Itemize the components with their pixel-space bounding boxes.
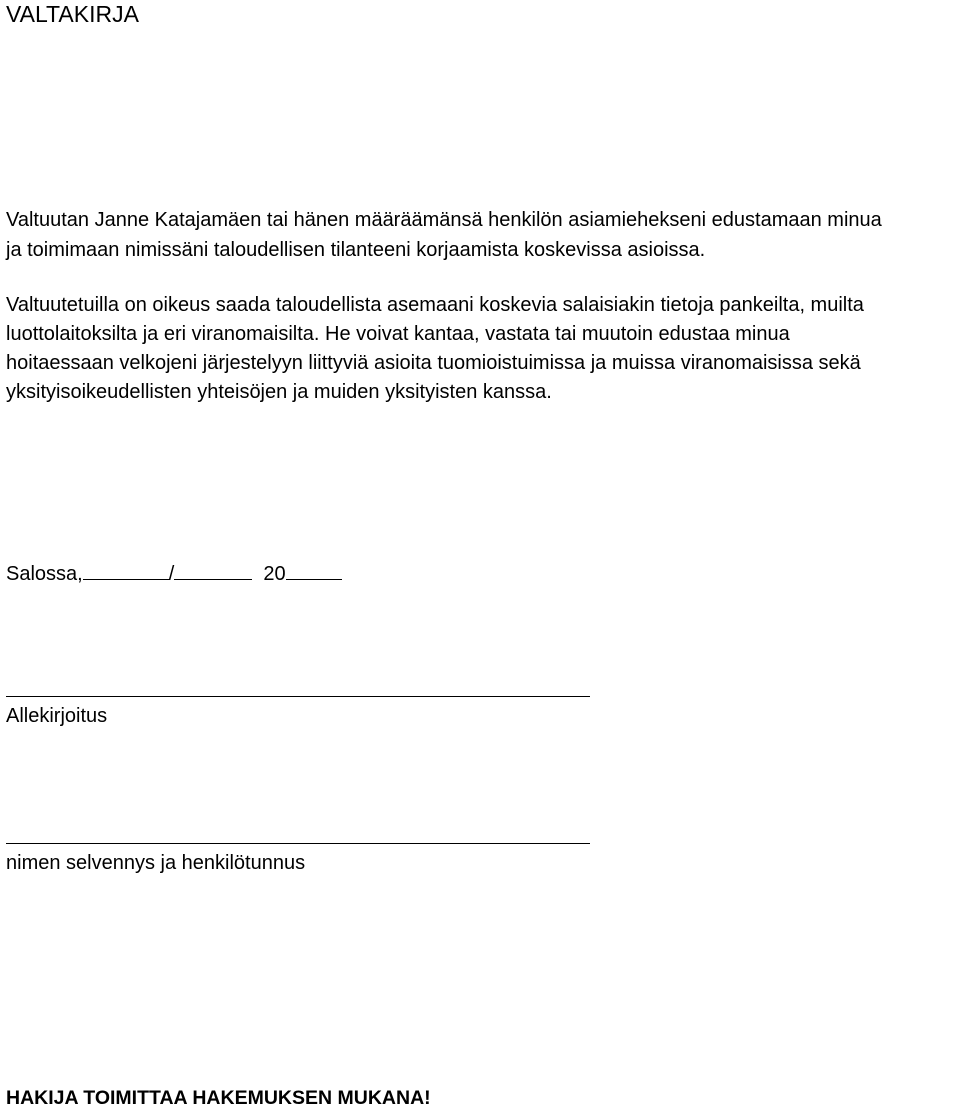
paragraph1-line-1: Valtuutan Janne Katajamäen tai hänen määräämänsä henkilön asiamiehekseni edustamaan minua: [6, 209, 882, 231]
month-blank: [174, 559, 252, 580]
year-prefix: 20: [263, 563, 286, 585]
day-blank: [83, 559, 169, 580]
document-title: VALTAKIRJA: [6, 1, 139, 27]
paragraph2-line-3: hoitaessaan velkojeni järjestelyyn liittyviä asioita tuomioistuimissa ja muissa viranomaisissa sekä: [6, 352, 861, 374]
paragraph2-line-1: Valtuutetuilla on oikeus saada taloudellista asemaani koskevia salaisiakin tietoja pankeilta, muilta: [6, 294, 864, 316]
paragraph1-line-2: ja toimimaan nimissäni taloudellisen tilanteeni korjaamista koskevissa asioissa.: [6, 239, 706, 261]
name-blank: [6, 843, 590, 844]
date-line: [6, 559, 342, 586]
signature-blank: [6, 696, 590, 697]
date-separator: /: [168, 563, 175, 585]
paragraph2-line-2: luottolaitoksilta ja eri viranomaisilta. He voivat kantaa, vastata tai muutoin edustaa minua: [6, 323, 790, 345]
name-clarification-label: nimen selvennys ja henkilötunnus: [6, 852, 306, 874]
place-label: Salossa,: [6, 563, 83, 585]
year-blank: [286, 559, 342, 580]
paragraph2-line-4: yksityisoikeudellisten yhteisöjen ja muiden yksityisten kanssa.: [6, 381, 552, 403]
signature-label: Allekirjoitus: [6, 705, 108, 727]
footer-note: HAKIJA TOIMITTAA HAKEMUKSEN MUKANA!: [6, 1087, 431, 1109]
